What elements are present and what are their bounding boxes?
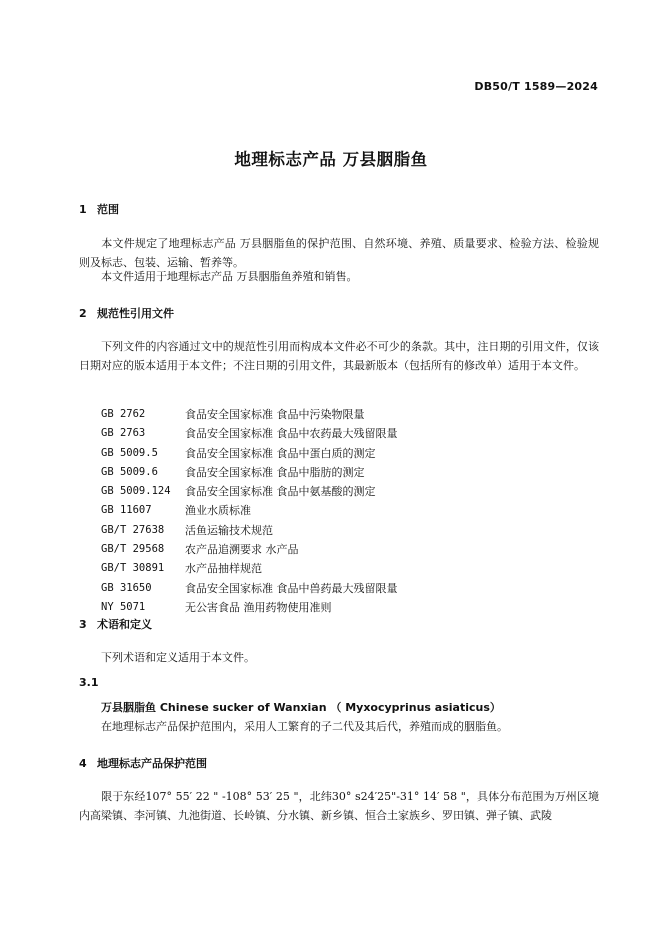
reference-title: 食品安全国家标准 食品中农药最大残留限量: [185, 427, 398, 441]
reference-item: [101, 444, 398, 463]
reference-code: GB/T 30891: [101, 562, 165, 575]
normative-references-list: [101, 405, 398, 617]
term-number: 3.1: [79, 676, 99, 689]
section-2-paragraph-1: [79, 337, 599, 375]
document-title: 地理标志产品 万县胭脂鱼: [234, 150, 428, 169]
reference-item: [101, 579, 398, 598]
reference-item: [101, 540, 398, 559]
reference-code: GB/T 27638: [101, 523, 165, 536]
section-1-heading: [79, 201, 119, 217]
reference-title: 渔业水质标准: [185, 504, 251, 518]
reference-item: [101, 463, 398, 482]
reference-code: GB 5009.124: [101, 485, 171, 498]
reference-code: GB 31650: [101, 581, 152, 594]
reference-item: [101, 521, 398, 540]
paragraph-text: 下列术语和定义适用于本文件。: [101, 651, 255, 664]
section-number: 3: [79, 618, 87, 631]
reference-title: 活鱼运输技术规范: [185, 523, 273, 537]
reference-item: [101, 559, 398, 578]
reference-code: GB 2762: [101, 408, 146, 420]
paragraph-text: 本文件适用于地理标志产品 万县胭脂鱼养殖和销售。: [101, 270, 358, 283]
reference-title: 食品安全国家标准 食品中兽药最大残留限量: [185, 581, 398, 595]
reference-title: 食品安全国家标准 食品中脂肪的测定: [185, 465, 365, 479]
term-entry: 万县胭脂鱼 Chinese sucker of Wanxian （ Myxocyprinus asiaticus）: [101, 701, 501, 714]
section-title: 范围: [97, 203, 119, 216]
term-definition: 在地理标志产品保护范围内，采用人工繁育的子二代及其后代，养殖而成的胭脂鱼。: [101, 720, 508, 733]
section-4-paragraph-1: [79, 787, 599, 825]
paragraph-text: 本文件规定了地理标志产品 万县胭脂鱼的保护范围、自然环境、养殖、质量要求、检验方法、检验规则及标志、包装、运输、暂养等。: [79, 237, 599, 269]
reference-title: 水产品抽样规范: [185, 562, 262, 576]
paragraph-text: 限于东经107° 55′ 22 " -108° 53′ 25 "，北纬30° s24′25"-31° 14′ 58 "，具体分布范围为万州区境内高梁镇、李河镇、九池街道、长岭镇、分水镇、新乡镇、恒合土家族乡、罗田镇、弹子镇、武陵: [79, 790, 599, 822]
section-number: 4: [79, 757, 87, 770]
reference-title: 食品安全国家标准 食品中污染物限量: [185, 408, 365, 421]
section-1-paragraph-2: [79, 267, 599, 286]
reference-code: GB 11607: [101, 504, 152, 517]
reference-title: 农产品追溯要求 水产品: [185, 543, 299, 557]
reference-item: [101, 501, 398, 520]
reference-code: GB/T 29568: [101, 543, 165, 556]
paragraph-text: 下列文件的内容通过文中的规范性引用而构成本文件必不可少的条款。其中，注日期的引用文件，仅该日期对应的版本适用于本文件；不注日期的引用文件，其最新版本（包括所有的修改单）适用于本文件。: [79, 340, 599, 372]
reference-item: [101, 424, 398, 443]
section-title: 术语和定义: [97, 618, 152, 631]
section-title: 规范性引用文件: [97, 307, 174, 320]
section-number: 1: [79, 203, 87, 216]
standard-code: DB50/T 1589—2024: [474, 80, 598, 93]
section-number: 2: [79, 307, 87, 320]
reference-title: 无公害食品 渔用药物使用准则: [185, 600, 332, 614]
reference-title: 食品安全国家标准 食品中蛋白质的测定: [185, 446, 376, 460]
section-3-paragraph-1: [79, 648, 599, 667]
section-2-heading: [79, 305, 174, 321]
reference-code: GB 5009.6: [101, 465, 158, 478]
reference-code: GB 2763: [101, 427, 146, 440]
section-3-heading: [79, 616, 152, 632]
reference-item: [101, 598, 398, 617]
reference-item: [101, 405, 398, 424]
section-title: 地理标志产品保护范围: [97, 757, 207, 770]
section-4-heading: [79, 755, 207, 771]
reference-item: [101, 482, 398, 501]
reference-code: NY 5071: [101, 600, 146, 613]
reference-title: 食品安全国家标准 食品中氨基酸的测定: [185, 485, 376, 499]
reference-code: GB 5009.5: [101, 446, 158, 459]
